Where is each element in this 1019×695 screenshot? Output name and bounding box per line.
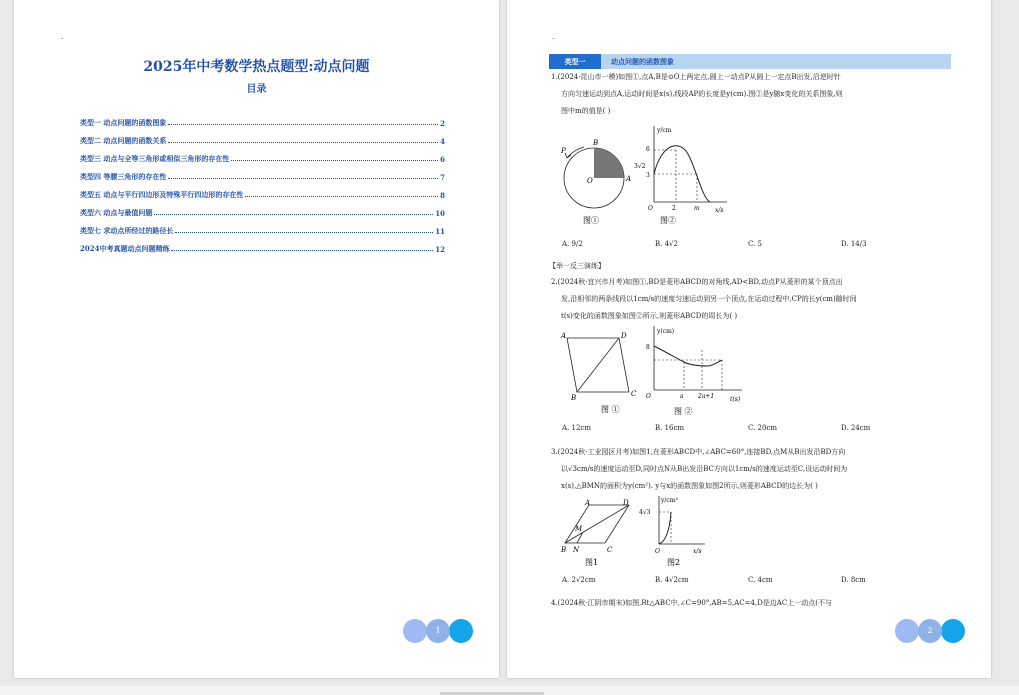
svg-text:O: O xyxy=(587,177,593,185)
q2-figure-graph xyxy=(642,322,747,418)
toc-item[interactable]: 类型二 动点问题的函数关系 4 xyxy=(80,136,445,146)
svg-text:y/cm²: y/cm² xyxy=(661,497,678,504)
svg-text:B: B xyxy=(571,394,577,402)
q2-figure-rhombus xyxy=(559,328,644,418)
option[interactable]: D. 8cm xyxy=(841,576,866,584)
page-2 xyxy=(507,0,991,678)
svg-text:M: M xyxy=(575,525,583,533)
q1-figure-circle xyxy=(559,133,639,228)
toc-heading: 目录 xyxy=(246,84,267,95)
svg-text:图①: 图① xyxy=(583,216,599,225)
svg-text:8: 8 xyxy=(646,344,650,351)
question-4: 4.(2024秋·江阴市期末)如图,Rt△ABC中,∠C=90°,AB=5,AC=4,D是边AC上一动点(不与 xyxy=(551,599,832,607)
svg-text:D: D xyxy=(623,499,629,507)
svg-text:A: A xyxy=(626,175,632,183)
option[interactable]: B. 16cm xyxy=(655,424,685,432)
page-1 xyxy=(14,0,499,678)
option[interactable]: C. 20cm xyxy=(748,424,778,432)
document-title: 2025年中考数学热点题型:动点问题 xyxy=(143,59,370,75)
toc-item[interactable]: 类型六 动点与最值问题 10 xyxy=(80,208,445,218)
svg-text:B: B xyxy=(593,139,599,147)
option[interactable]: C. 5 xyxy=(748,240,763,248)
question-1: 1.(2024·昆山市一模)如图①,点A,B是⊙O上两定点,圆上一动点P从圆上一定点B出发,沿逆时针 方向匀速运动到点A,运动时间是x(s),线段AP的长度是y(cm).图②是y随x变化的关系图象,则 图中m的值是( ) xyxy=(551,73,843,115)
page-number-badge: 1 xyxy=(403,619,473,643)
svg-text:图 ②: 图 ② xyxy=(674,407,693,416)
option[interactable]: D. 24cm xyxy=(841,424,871,432)
svg-text:B: B xyxy=(561,546,567,554)
svg-text:图②: 图② xyxy=(660,216,676,225)
toc-item[interactable]: 类型五 动点与平行四边形及特殊平行四边形的存在性 8 xyxy=(80,190,445,200)
q3-figure-graph xyxy=(637,492,712,571)
toc-item[interactable]: 类型四 等腰三角形的存在性 7 xyxy=(80,172,445,182)
page-mark: . xyxy=(552,32,555,41)
svg-text:图 ①: 图 ① xyxy=(601,405,620,414)
svg-text:图2: 图2 xyxy=(667,558,681,567)
svg-text:6: 6 xyxy=(646,146,650,153)
option[interactable]: A. 12cm xyxy=(562,424,591,432)
svg-text:y(cm): y(cm) xyxy=(657,328,675,335)
toc-item[interactable]: 2024中考真题动点问题精练 12 xyxy=(80,244,445,254)
option[interactable]: D. 14/3 xyxy=(841,240,867,248)
svg-text:O: O xyxy=(648,205,653,212)
option[interactable]: A. 2√2cm xyxy=(562,576,596,584)
svg-text:C: C xyxy=(607,546,613,554)
svg-text:O: O xyxy=(646,393,651,400)
svg-text:t(s): t(s) xyxy=(730,396,741,403)
option[interactable]: B. 4√2 xyxy=(655,240,678,248)
svg-text:P: P xyxy=(561,147,566,155)
svg-text:3: 3 xyxy=(646,172,650,179)
option[interactable]: C. 4cm xyxy=(748,576,773,584)
q3-figure-rhombus xyxy=(559,497,639,571)
table-of-contents xyxy=(80,110,445,254)
svg-text:2a+1: 2a+1 xyxy=(698,393,715,400)
svg-text:D: D xyxy=(621,332,627,340)
svg-text:N: N xyxy=(573,546,580,554)
toc-item[interactable]: 类型七 求动点所经过的路径长 11 xyxy=(80,226,445,236)
horizontal-scrollbar[interactable] xyxy=(0,686,1019,695)
svg-text:x/s: x/s xyxy=(693,548,702,555)
question-3: 3.(2024秋·工业园区月考)如图1,在菱形ABCD中,∠ABC=60°,连接BD,点M从B出发沿BD方向 以√3cm/s的速度运动至D,同时点N从B出发沿BC方向以1cm/s的速度运动至C,设运动时间为 x(s),△BMN的面积为y(cm²). y与x的函数图象如图2所示,则菱形ABCD的边长为( ) xyxy=(551,448,848,490)
toc-item[interactable]: 类型一 动点问题的函数图象 2 xyxy=(80,118,445,128)
svg-text:a: a xyxy=(680,393,684,400)
question-2: 2.(2024秋·宜兴市月考)如图①,BD是菱形ABCD的对角线,AD<BD,动点P从菱形的某个顶点出 发,沿相邻的两条线段以1cm/s的速度匀速运动到另一个顶点,在运动过程中,CP的长y(cm)随时间 t(s)变化的函数图象如图②所示,则菱形ABCD的周长为( ) xyxy=(551,278,857,320)
page-mark: . xyxy=(61,32,64,41)
svg-text:3√2: 3√2 xyxy=(634,163,646,170)
section-tag: 类型一 xyxy=(549,54,601,69)
q2-options xyxy=(562,424,952,432)
q1-figure-graph xyxy=(632,122,732,228)
option[interactable]: A. 9/2 xyxy=(562,240,583,248)
svg-text:y/cm: y/cm xyxy=(657,127,672,134)
svg-text:x/s: x/s xyxy=(715,207,724,214)
option[interactable]: B. 4√2cm xyxy=(655,576,689,584)
section-title: 动点问题的函数图象 xyxy=(611,57,674,66)
q1-options xyxy=(562,240,952,248)
svg-text:A: A xyxy=(585,499,591,507)
q3-options xyxy=(562,576,952,584)
svg-text:m: m xyxy=(694,205,700,212)
svg-text:4√3: 4√3 xyxy=(639,509,651,516)
section-header xyxy=(549,54,951,69)
svg-text:C: C xyxy=(631,390,637,398)
toc-item[interactable]: 类型三 动点与全等三角形或相似三角形的存在性 6 xyxy=(80,154,445,164)
svg-text:A: A xyxy=(561,332,567,340)
practice-heading: 【举一反三演练】 xyxy=(549,262,605,270)
page-number-badge: 2 xyxy=(895,619,965,643)
svg-text:2: 2 xyxy=(672,205,676,212)
svg-text:图1: 图1 xyxy=(585,558,599,567)
svg-text:O: O xyxy=(655,548,660,555)
